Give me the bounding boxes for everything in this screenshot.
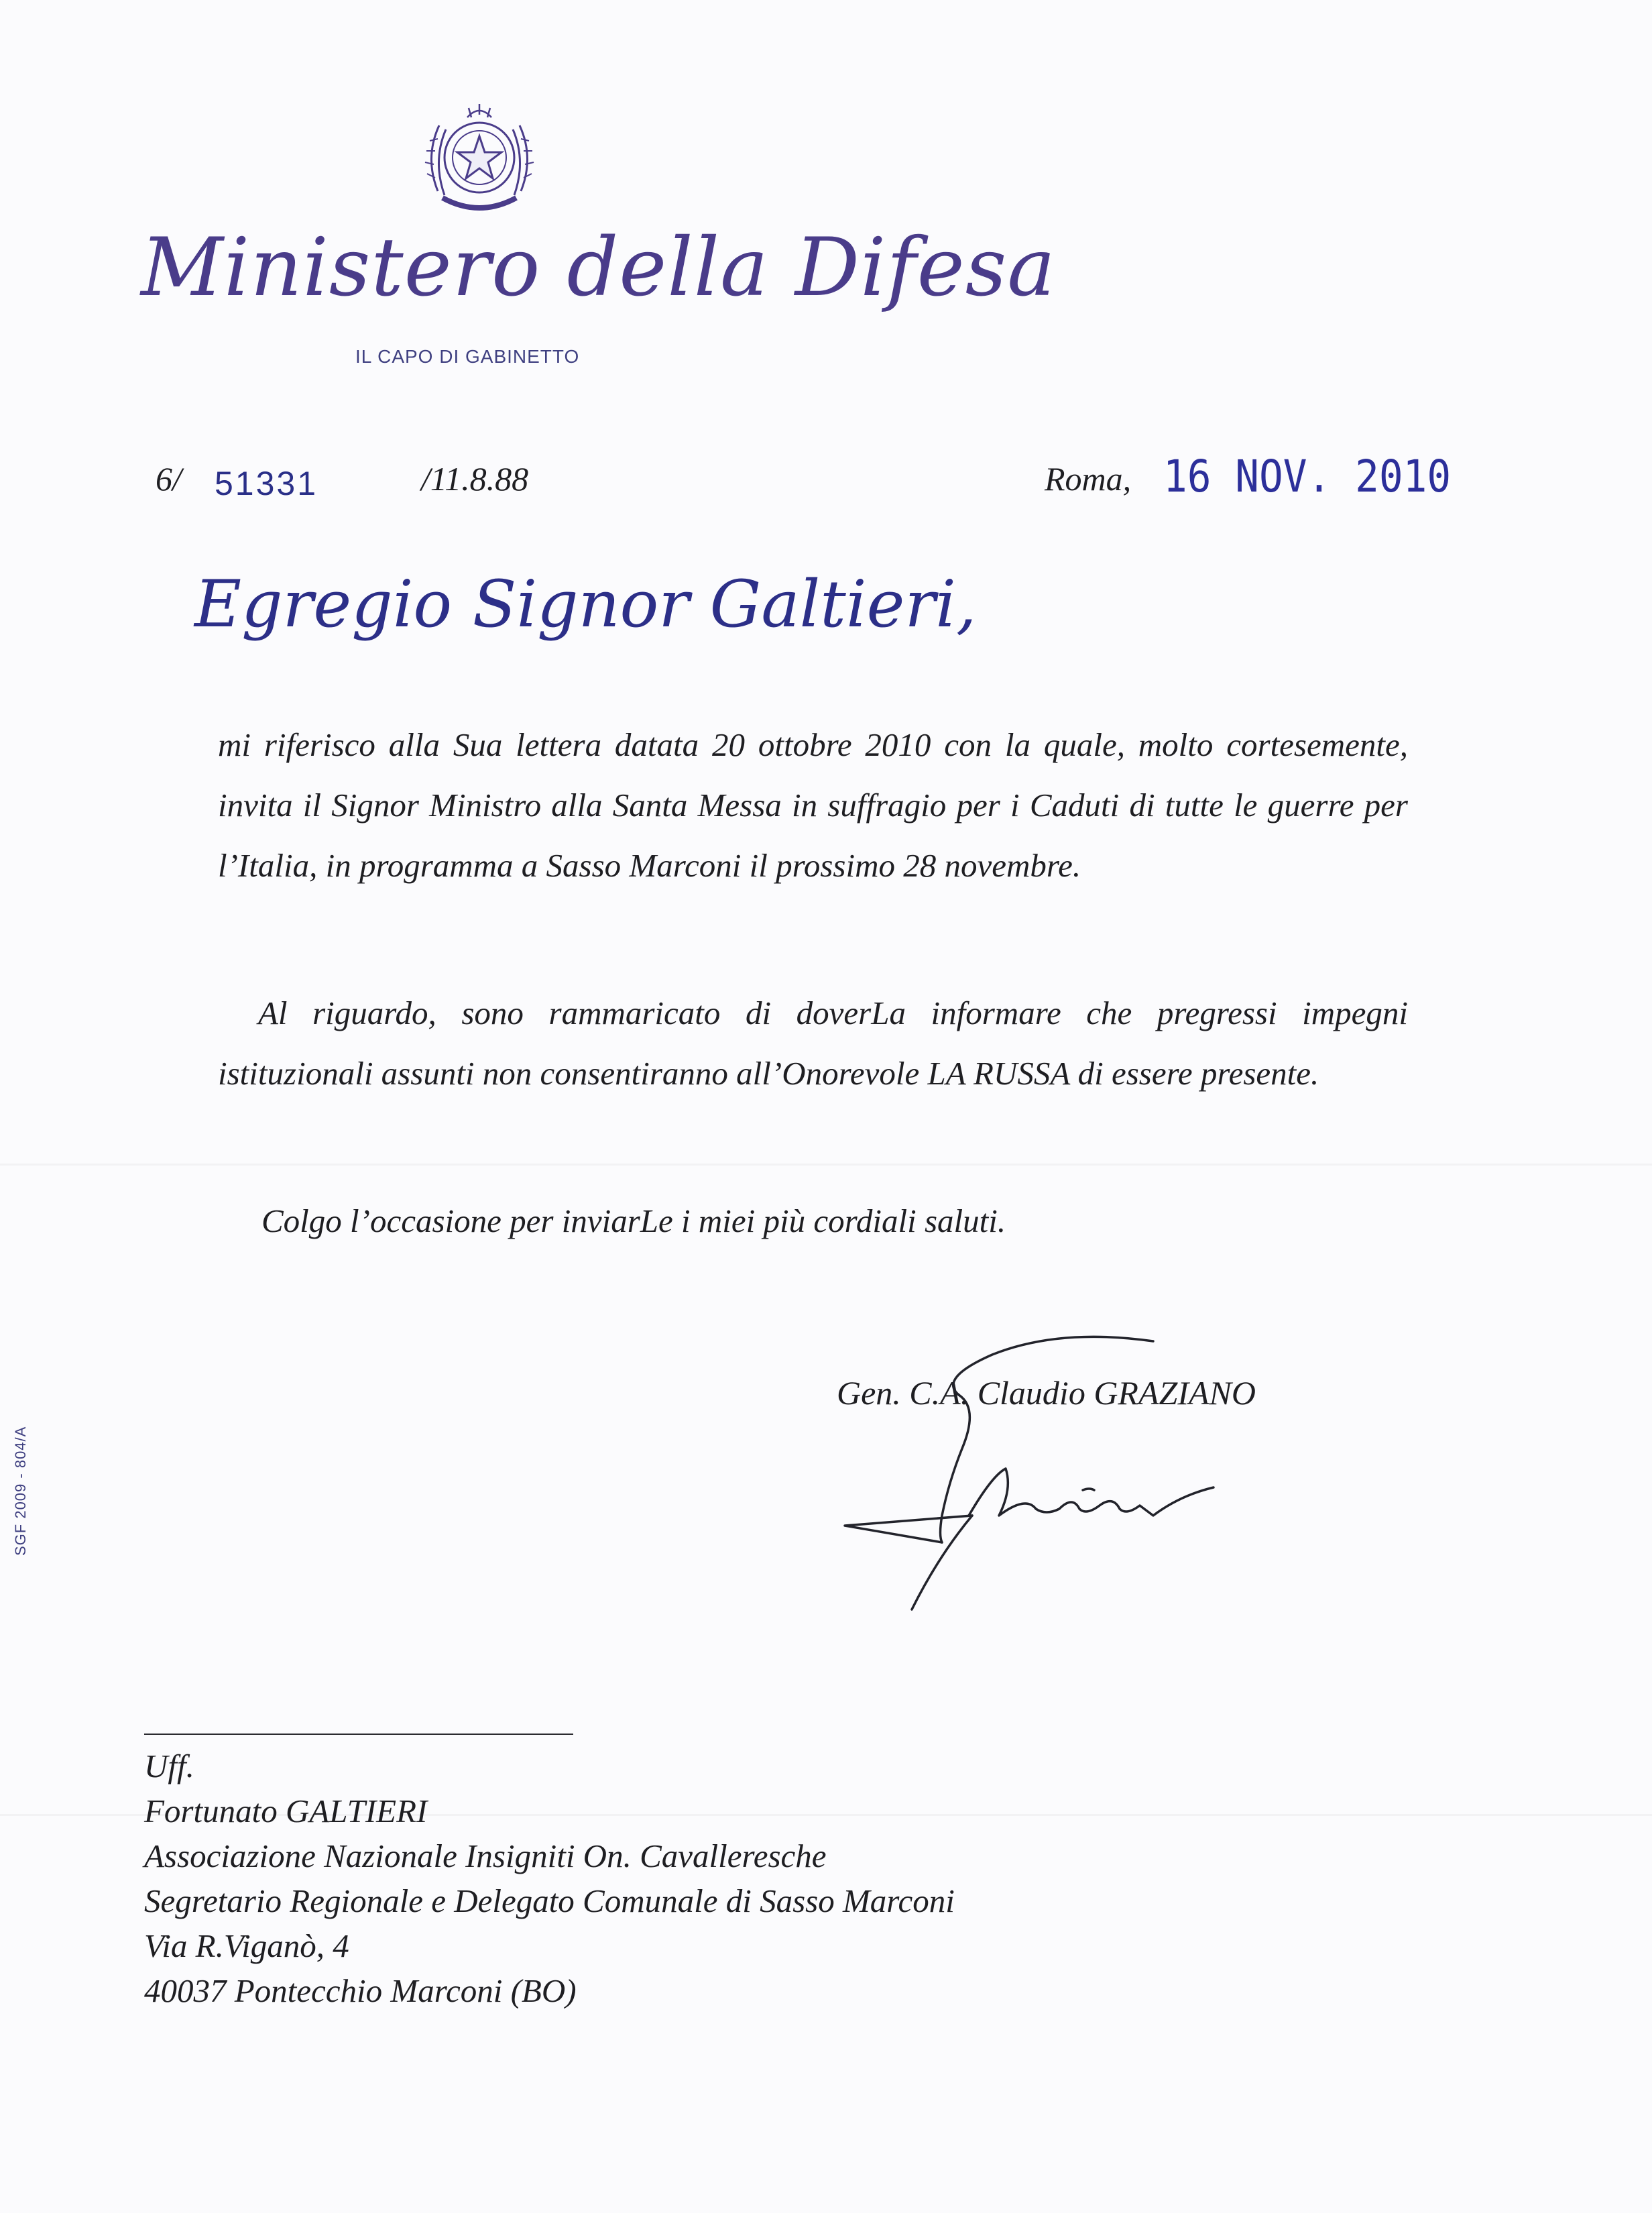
body-paragraph: Al riguardo, sono rammaricato di doverLa informare che pregressi impegni istituzionali assunti non consentiranno all’Onorevole LA RUSSA di essere presente. [218,995,1408,1092]
date-stamp: 16 NOV. 2010 [1163,451,1452,502]
protocol-prefix: 6/ [156,460,182,498]
address-line: Associazione Nazionale Insigniti On. Cavalleresche [144,1837,827,1874]
italian-republic-emblem-icon [419,91,540,221]
body-paragraph: Colgo l’occasione per inviarLe i miei più cordiali saluti. [261,1202,1006,1239]
address-line: Segretario Regionale e Delegato Comunale di Sasso Marconi [144,1882,955,1919]
address-line: 40037 Pontecchio Marconi (BO) [144,1972,577,2009]
address-divider [144,1734,573,1735]
ministry-title: Ministero della Difesa [141,221,1056,315]
paper-fold [0,1164,1652,1166]
signer-name: Gen. C.A. Claudio GRAZIANO [837,1374,1256,1412]
address-line: Uff. [144,1748,194,1784]
place-label: Roma, [1045,460,1132,498]
office-subtitle: IL CAPO DI GABINETTO [355,346,580,367]
address-line: Fortunato GALTIERI [144,1793,428,1829]
handwritten-salutation: Egregio Signor Galtieri, [194,567,977,642]
recipient-address [144,1744,955,2013]
address-line: Via R.Viganò, 4 [144,1927,349,1964]
form-code: SGF 2009 - 804/A [12,1426,29,1556]
handwritten-signature-icon [805,1314,1314,1623]
protocol-number: 51331 [215,465,318,502]
body-paragraph: mi riferisco alla Sua lettera datata 20 ottobre 2010 con la quale, molto cortesemente, invita il Signor Ministro alla Santa Messa in suffragio per i Caduti di tutte le guerre per l’Italia, in programma a Sasso Marconi il prossimo 28 novembre. [218,726,1408,884]
reference-number: /11.8.88 [421,460,529,498]
